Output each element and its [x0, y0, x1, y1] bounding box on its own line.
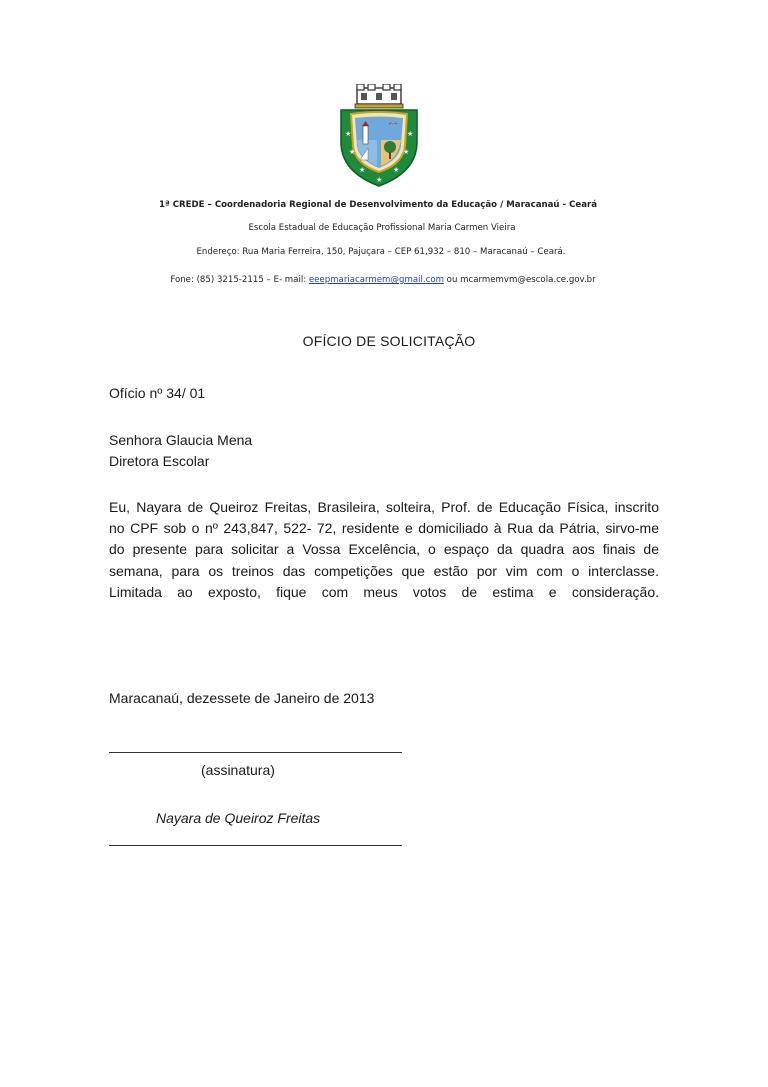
header-contact	[0, 275, 767, 285]
svg-text:★: ★	[345, 130, 352, 138]
svg-text:★: ★	[407, 130, 414, 138]
header-address: Endereço: Rua Maria Ferreira, 150, Pajuçara – CEP 61,932 – 810 – Maracanaú – Ceará.	[196, 247, 566, 257]
header-regional-office: 1ª CREDE – Coordenadoria Regional de Desenvolvimento da Educação / Maracanaú - Ceará	[158, 200, 598, 210]
recipient-name: Senhora Glaucia Mena	[109, 432, 253, 448]
body-line: Limitada ao exposto, fique com meus votos de estima e consideração.	[109, 583, 659, 600]
svg-text:★: ★	[393, 166, 400, 174]
header-school-name: Escola Estadual de Educação Profissional Maria Carmen Vieira	[248, 223, 516, 233]
body-line: do presente para solicitar a Vossa Excelência, o espaço da quadra aos finais de	[109, 541, 659, 558]
document-title: OFÍCIO DE SOLICITAÇÃO	[302, 333, 476, 349]
signer-name: Nayara de Queiroz Freitas	[156, 810, 321, 826]
signature-line	[109, 752, 402, 753]
header-contact-alt-email: ou mcarmemvm@escola.ce.gov.br	[443, 275, 596, 285]
svg-text:★: ★	[349, 148, 356, 156]
body-line: semana, para os treinos das competições que estão por vim com o interclasse.	[109, 562, 659, 579]
name-underline	[109, 845, 402, 846]
svg-text:★: ★	[359, 166, 366, 174]
svg-text:★: ★	[403, 148, 410, 156]
letter-body	[109, 497, 659, 603]
ceara-coat-of-arms-icon	[333, 84, 425, 188]
header-contact-phone: Fone: (85) 3215-2115 – E- mail:	[170, 275, 309, 285]
letter-date: Maracanaú, dezessete de Janeiro de 2013	[109, 690, 375, 706]
signature-label: (assinatura)	[201, 762, 275, 778]
body-line: Eu, Nayara de Queiroz Freitas, Brasileira, solteira, Prof. de Educação Física, inscrito	[109, 499, 659, 515]
office-reference: Ofício nº 34/ 01	[109, 385, 206, 401]
body-line: no CPF sob o nº 243,847, 522- 72, residente e domiciliado à Rua da Pátria, sirvo-me	[109, 520, 659, 537]
svg-text:★: ★	[376, 176, 383, 184]
email-link[interactable]: eeepmariacarmem@gmail.com	[308, 275, 444, 285]
recipient-role: Diretora Escolar	[109, 453, 210, 469]
